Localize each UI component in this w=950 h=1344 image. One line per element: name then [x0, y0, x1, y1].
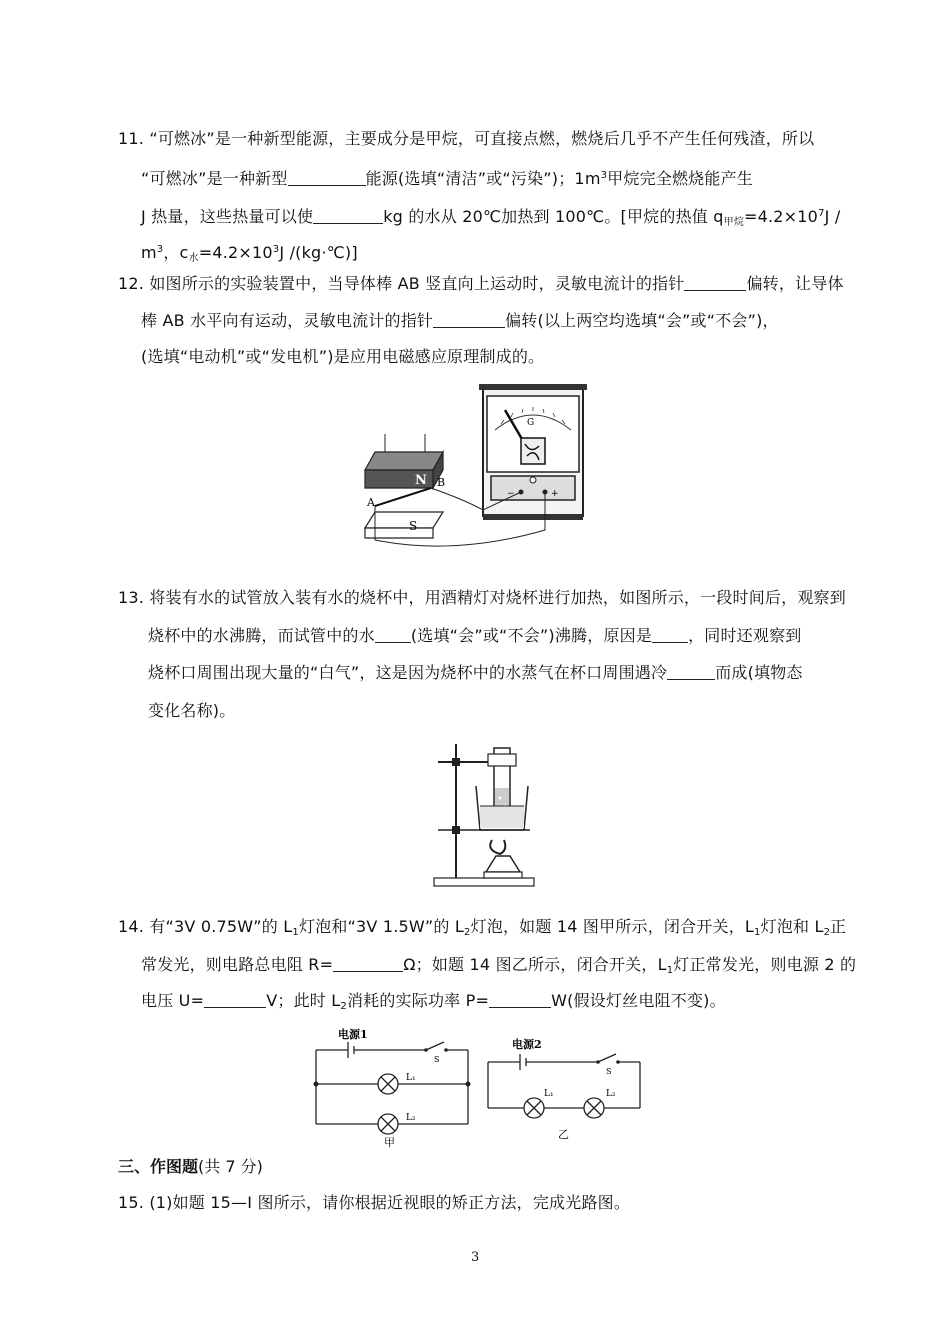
q13-line-2	[148, 626, 801, 646]
answer-blank[interactable]	[489, 993, 551, 1008]
q12-line-3	[141, 347, 544, 367]
q15-line-1	[118, 1193, 630, 1213]
q13-line-1	[118, 588, 846, 608]
svg-text:−: −	[507, 489, 515, 499]
q11-sub-4: 水	[188, 253, 199, 264]
q11-line-2	[141, 166, 753, 189]
q13-line-4	[148, 701, 235, 721]
q11-text-1: 11. “可燃冰”是一种新型能源，主要成分是甲烷，可直接点燃，燃烧后几乎不产生任何残渣，所以	[118, 129, 815, 148]
q11-text-4a: m	[141, 243, 157, 262]
q12-text-1b: 偏转，让导体	[746, 274, 844, 293]
answer-blank[interactable]	[652, 628, 688, 643]
answer-blank[interactable]	[204, 993, 266, 1008]
q11-text-4c: =4.2×10	[198, 243, 273, 262]
q14-line-3	[141, 991, 726, 1017]
label-b: B	[437, 476, 446, 489]
q12-text-1a: 12. 如图所示的实验装置中，当导体棒 AB 竖直向上运动时，灵敏电流计的指针	[118, 274, 685, 293]
q14-text-3a: 电压 U=	[141, 991, 205, 1010]
q11-text-3a: J 热量，这些热量可以使	[141, 207, 314, 226]
answer-blank[interactable]	[433, 313, 505, 328]
q12-text-2a: 棒 AB 水平向有运动，灵敏电流计的指针	[141, 311, 434, 330]
q14-line-1	[118, 917, 846, 943]
q14-text-3b: V；此时 L	[266, 991, 341, 1010]
source-2-label: 电源2	[512, 1038, 542, 1051]
q14-sub-1d: 2	[823, 927, 831, 938]
q14-sub-1a: 1	[292, 927, 299, 938]
q14-text-3c: 消耗的实际功率 P=	[346, 991, 490, 1010]
q14-text-1d: 灯泡和 L	[760, 917, 824, 936]
q14-text-2b: Ω；如题 14 图乙所示，闭合开关，L	[403, 955, 667, 974]
magnet-s-label: S	[409, 519, 418, 533]
q13-text-2a: 烧杯中的水沸腾，而试管中的水	[148, 626, 375, 645]
lamp-l2-label-a: L₂	[406, 1113, 416, 1123]
answer-blank[interactable]	[313, 209, 383, 224]
answer-blank[interactable]	[288, 171, 366, 186]
q13-text-3b: 而成(填物态	[715, 663, 803, 682]
section-points: (共 7 分)	[198, 1157, 263, 1176]
q11-text-3d: J /	[824, 207, 841, 226]
q14-sub-1c: 1	[754, 927, 761, 938]
q13-line-3	[148, 663, 803, 683]
q11-text-2a: “可燃冰”是一种新型	[141, 169, 288, 188]
answer-blank[interactable]	[684, 276, 746, 291]
q14-text-1e: 正	[830, 917, 847, 936]
q11-text-3b: kg 的水从 20℃加热到 100℃。[甲烷的热值 q	[383, 207, 724, 226]
q11-text-4d: J /(kg·℃)]	[279, 243, 358, 262]
q11-text-4b: ，c	[163, 243, 189, 262]
q11-sup-4b: 3	[272, 244, 280, 255]
q14-text-2c: 灯正常发光，则电源 2 的	[673, 955, 857, 974]
q11-line-3	[141, 204, 840, 233]
lamp-l2-label-b: L₂	[606, 1089, 616, 1099]
q11-sup-4a: 3	[156, 244, 164, 255]
q15-text-1: 15. (1)如题 15—I 图所示，请你根据近视眼的矫正方法，完成光路图。	[118, 1193, 631, 1212]
q14-line-2	[141, 955, 856, 981]
q12-line-1	[118, 274, 844, 294]
page-number: 3	[471, 1250, 480, 1265]
q14-text-1a: 14. 有“3V 0.75W”的 L	[118, 917, 293, 936]
label-a: A	[367, 496, 375, 509]
circuit-diagrams-figure	[308, 1024, 658, 1150]
lamp-l1-label-b: L₁	[544, 1089, 554, 1099]
svg-text:+: +	[551, 489, 559, 499]
q11-line-1	[118, 129, 814, 149]
switch-label-2: S	[606, 1067, 612, 1076]
q14-sub-2: 1	[666, 965, 674, 976]
answer-blank[interactable]	[667, 665, 715, 680]
q12-text-3: (选填“电动机”或“发电机”)是应用电磁感应原理制成的。	[141, 347, 545, 366]
q14-sub-3: 2	[340, 1001, 347, 1012]
q13-text-3a: 烧杯口周围出现大量的“白气”，这是因为烧杯中的水蒸气在杯口周围遇冷	[148, 663, 668, 682]
circuit-yi-label: 乙	[558, 1128, 569, 1141]
q14-text-1b: 灯泡和“3V 1.5W”的 L	[298, 917, 464, 936]
q11-line-4	[141, 240, 358, 269]
q14-sub-1b: 2	[464, 927, 471, 938]
q11-text-2b: 能源(选填“清洁”或“污染”)；1m	[365, 169, 601, 188]
switch-label-1: S	[434, 1055, 440, 1064]
galvanometer-label: G	[527, 418, 535, 428]
lamp-l1-label-a: L₁	[406, 1073, 416, 1083]
answer-blank[interactable]	[333, 957, 403, 972]
circuit-jia-label: 甲	[384, 1136, 395, 1149]
q13-text-4: 变化名称)。	[148, 701, 236, 720]
magnet-n-label: N	[415, 473, 427, 488]
q13-text-2c: ，同时还观察到	[688, 626, 802, 645]
q14-text-3d: W(假设灯丝电阻不变)。	[551, 991, 726, 1010]
q14-text-1c: 灯泡，如题 14 图甲所示，闭合开关，L	[470, 917, 755, 936]
q11-sup-2: 3	[600, 170, 608, 181]
q11-sup-3: 7	[818, 208, 825, 219]
q12-line-2	[141, 311, 779, 331]
section-title: 三、作图题	[118, 1157, 199, 1176]
source-1-label: 电源1	[338, 1028, 368, 1041]
q11-sub-3: 甲烷	[723, 217, 745, 228]
q12-text-2b: 偏转(以上两空均选填“会”或“不会”)，	[505, 311, 779, 330]
q11-text-3c: =4.2×10	[744, 207, 819, 226]
q13-text-1: 13. 将装有水的试管放入装有水的烧杯中，用酒精灯对烧杯进行加热，如图所示，一段时间后，观察到	[118, 588, 846, 607]
q11-text-2c: 甲烷完全燃烧能产生	[607, 169, 753, 188]
section-heading	[118, 1157, 263, 1177]
answer-blank[interactable]	[375, 628, 411, 643]
q13-text-2b: (选填“会”或“不会”)沸腾，原因是	[410, 626, 653, 645]
boiling-experiment-figure	[430, 740, 540, 890]
electromagnetic-induction-figure	[355, 380, 595, 560]
q14-text-2a: 常发光，则电路总电阻 R=	[141, 955, 334, 974]
